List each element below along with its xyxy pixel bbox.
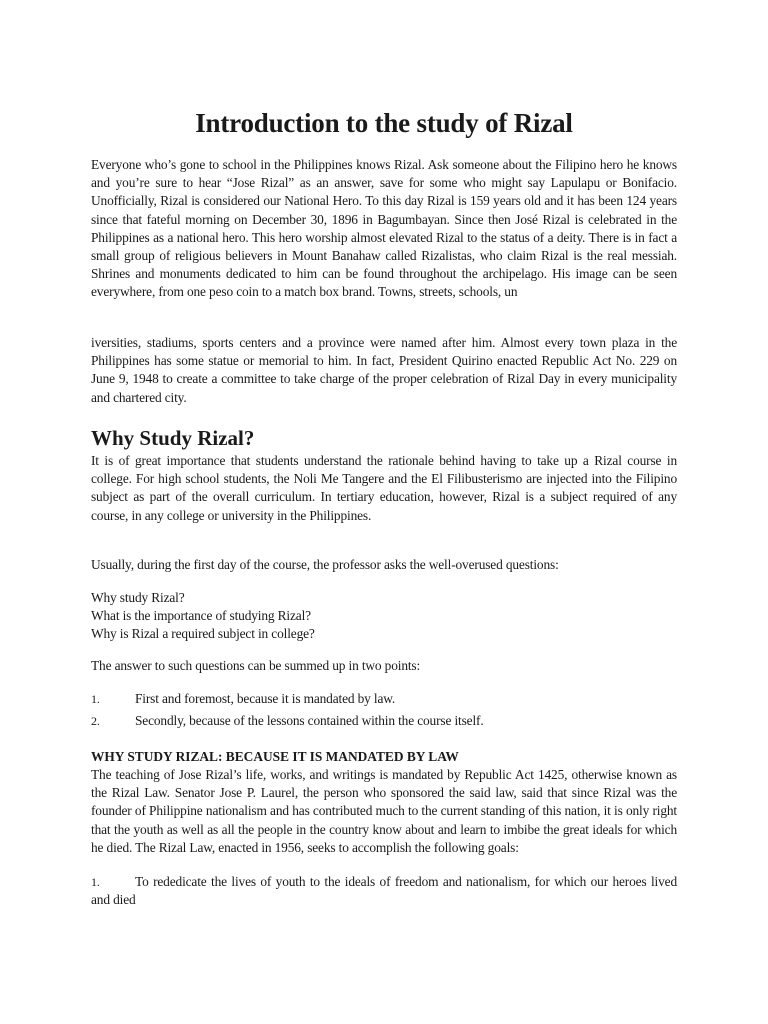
list-item-text: To rededicate the lives of youth to the ideals of freedom and nationalism, for which our heroes lived and died	[91, 874, 677, 908]
question-item: Why is Rizal a required subject in college?	[91, 626, 315, 642]
question-item: Why study Rizal?	[91, 590, 185, 605]
list-item	[91, 712, 677, 730]
list-item	[91, 690, 677, 708]
usually-paragraph: Usually, during the first day of the course, the professor asks the well-overused questions:	[91, 557, 559, 572]
questions-list	[91, 589, 677, 644]
section-heading-why-study: Why Study Rizal?	[91, 426, 255, 450]
list-item	[91, 873, 677, 909]
subheading-mandated-by-law: WHY STUDY RIZAL: BECAUSE IT IS MANDATED BY LAW	[91, 749, 459, 764]
list-item-text: Secondly, because of the lessons contained within the course itself.	[135, 712, 484, 728]
rizal-law-paragraph: The teaching of Jose Rizal’s life, works, and writings is mandated by Republic Act 1425, otherwise known as the Rizal Law. Senator Jose P. Laurel, the person who sponsored the said law, said that since Rizal was the founder of Philippine nationalism and has contributed much to the current standing of this nation, it is only right that the youth as well as all the people in the country know about and learn to imbibe the great ideals for which he died. The Rizal Law, enacted in 1956, seeks to accomplish the following goals:	[91, 767, 677, 855]
intro-paragraph-2: iversities, stadiums, sports centers and a province were named after him. Almost every town plaza in the Philippines has some statue or memorial to him. In fact, President Quirino enacted Republic Act No. 229 on June 9, 1948 to create a committee to take charge of the proper celebration of Rizal Day in every municipality and chartered city.	[91, 335, 677, 405]
goals-list	[91, 873, 677, 909]
points-list	[91, 690, 677, 734]
list-item-number: 1.	[91, 875, 100, 889]
list-item-text: First and foremost, because it is mandated by law.	[135, 691, 396, 706]
question-item: What is the importance of studying Rizal?	[91, 608, 311, 624]
list-item-number: 2.	[91, 713, 100, 728]
list-item-number: 1.	[91, 692, 100, 706]
intro-paragraph-1: Everyone who’s gone to school in the Philippines knows Rizal. Ask someone about the Filipino hero he knows and you’re sure to hear “Jose Rizal” as an answer, save for some who might say Lapulapu or Bonifacio. Unofficially, Rizal is considered our National Hero. To this day Rizal is 159 years old and it has been 124 years since that fateful morning on December 30, 1896 in Bagumbayan. Since then José Rizal is celebrated in the Philippines as a national hero. This hero worship almost elevated Rizal to the status of a deity. There is in fact a small group of religious believers in Mount Banahaw called Rizalistas, who claim Rizal is the real messiah. Shrines and monuments dedicated to him can be found throughout the archipelago. His image can be seen everywhere, from one peso coin to a match box brand. Towns, streets, schools, un	[91, 157, 677, 300]
why-study-paragraph: It is of great importance that students understand the rationale behind having to take up a Rizal course in college. For high school students, the Noli Me Tangere and the El Filibusterismo are injected into the Filipino subject as part of the overall curriculum. In tertiary education, however, Rizal is a subject required of any course, in any college or university in the Philippines.	[91, 453, 677, 523]
answer-paragraph: The answer to such questions can be summed up in two points:	[91, 658, 421, 673]
document-title: Introduction to the study of Rizal	[195, 108, 573, 138]
